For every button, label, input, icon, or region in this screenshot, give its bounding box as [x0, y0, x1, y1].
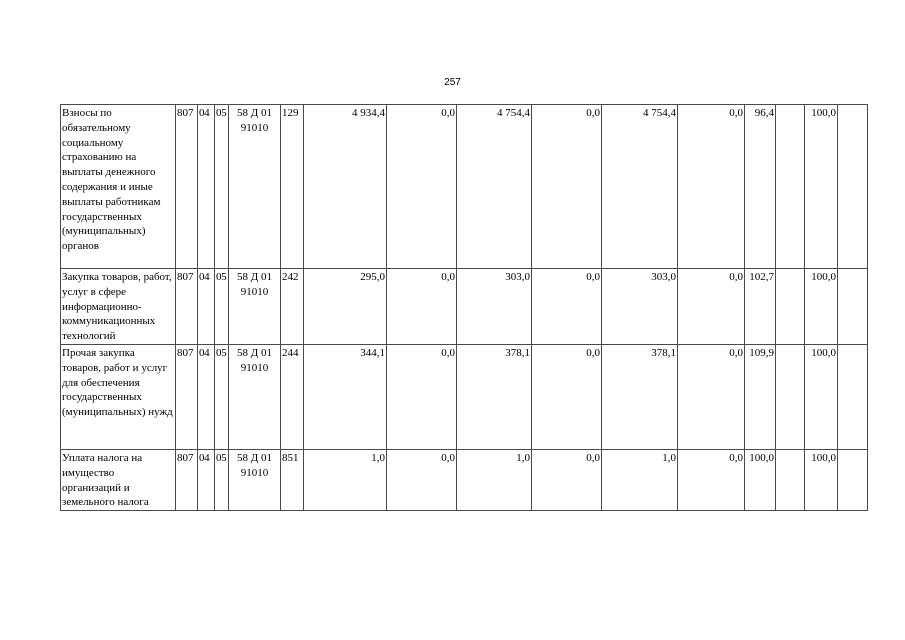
value-1: 344,1 [304, 345, 387, 450]
value-4: 0,0 [532, 105, 602, 269]
value-6: 0,0 [678, 269, 745, 345]
value-1: 4 934,4 [304, 105, 387, 269]
vr-code: 129 [281, 105, 304, 269]
table-row [61, 450, 868, 511]
pr-code: 05 [215, 450, 229, 511]
percent-2: 100,0 [805, 450, 838, 511]
vr-code: 244 [281, 345, 304, 450]
value-3: 1,0 [457, 450, 532, 511]
row-name: Взносы по обязательному социальному страхованию на выплаты денежного содержания и иные выплаты работникам государственных (муниципальных) органов [61, 105, 176, 269]
rz-code: 04 [198, 345, 215, 450]
percent-1: 96,4 [745, 105, 776, 269]
empty-cell [838, 105, 868, 269]
value-4: 0,0 [532, 450, 602, 511]
percent-2: 100,0 [805, 269, 838, 345]
value-2: 0,0 [387, 345, 457, 450]
percent-2: 100,0 [805, 345, 838, 450]
pr-code: 05 [215, 345, 229, 450]
row-name: Закупка товаров, работ, услуг в сфере информационно-коммуникационных технологий [61, 269, 176, 345]
value-2: 0,0 [387, 269, 457, 345]
value-2: 0,0 [387, 105, 457, 269]
page-number: 257 [444, 77, 461, 88]
value-5: 1,0 [602, 450, 678, 511]
ved-code: 807 [176, 450, 198, 511]
percent-1: 100,0 [745, 450, 776, 511]
row-name: Прочая закупка товаров, работ и услуг для обеспечения государственных (муниципальных) нужд [61, 345, 176, 450]
value-5: 303,0 [602, 269, 678, 345]
percent-2: 100,0 [805, 105, 838, 269]
table-row [61, 269, 868, 345]
csr-code: 58 Д 01 91010 [229, 269, 281, 345]
empty-cell [776, 105, 805, 269]
value-3: 378,1 [457, 345, 532, 450]
rz-code: 04 [198, 450, 215, 511]
value-5: 378,1 [602, 345, 678, 450]
rz-code: 04 [198, 269, 215, 345]
value-2: 0,0 [387, 450, 457, 511]
csr-code: 58 Д 01 91010 [229, 345, 281, 450]
table-row [61, 105, 868, 269]
pr-code: 05 [215, 269, 229, 345]
budget-table [60, 104, 868, 511]
pr-code: 05 [215, 105, 229, 269]
percent-1: 102,7 [745, 269, 776, 345]
vr-code: 242 [281, 269, 304, 345]
value-4: 0,0 [532, 269, 602, 345]
percent-1: 109,9 [745, 345, 776, 450]
rz-code: 04 [198, 105, 215, 269]
ved-code: 807 [176, 105, 198, 269]
value-4: 0,0 [532, 345, 602, 450]
value-6: 0,0 [678, 450, 745, 511]
csr-code: 58 Д 01 91010 [229, 450, 281, 511]
empty-cell [776, 269, 805, 345]
empty-cell [838, 345, 868, 450]
value-6: 0,0 [678, 345, 745, 450]
value-1: 1,0 [304, 450, 387, 511]
ved-code: 807 [176, 269, 198, 345]
ved-code: 807 [176, 345, 198, 450]
empty-cell [776, 345, 805, 450]
csr-code: 58 Д 01 91010 [229, 105, 281, 269]
value-3: 303,0 [457, 269, 532, 345]
value-6: 0,0 [678, 105, 745, 269]
vr-code: 851 [281, 450, 304, 511]
empty-cell [776, 450, 805, 511]
empty-cell [838, 450, 868, 511]
value-1: 295,0 [304, 269, 387, 345]
value-3: 4 754,4 [457, 105, 532, 269]
table-row [61, 345, 868, 450]
row-name: Уплата налога на имущество организаций и земельного налога [61, 450, 176, 511]
value-5: 4 754,4 [602, 105, 678, 269]
empty-cell [838, 269, 868, 345]
